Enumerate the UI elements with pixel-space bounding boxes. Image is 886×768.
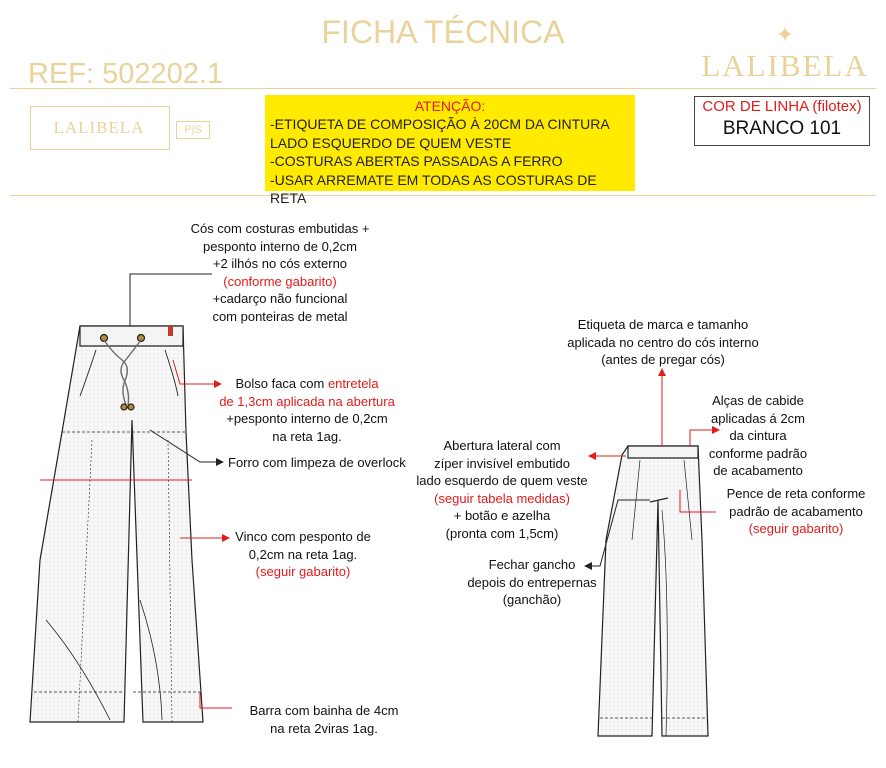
- note-line: de 1,3cm aplicada na abertura: [219, 393, 395, 409]
- note-line: Etiqueta de marca e tamanho: [577, 317, 749, 332]
- crotch-seam-note: [454, 556, 610, 609]
- note-line: (pronta com 1,5cm): [445, 525, 559, 541]
- note-line: Barra com bainha de 4cm: [249, 703, 399, 718]
- note-line: (conforme gabarito): [223, 273, 337, 289]
- crease-note: [224, 528, 382, 581]
- note-line: aplicada no centro do cós interno: [567, 334, 759, 350]
- note-text: Bolso faca com: [235, 376, 328, 391]
- hem-note: [236, 702, 412, 737]
- reference-code: REF: 502202.1: [28, 58, 224, 90]
- size-label: P|S: [176, 121, 210, 139]
- note-line: (ganchão): [502, 592, 562, 607]
- note-line: Pence de reta conforme: [726, 486, 866, 501]
- note-line: Fechar gancho: [488, 557, 576, 572]
- note-line: Cós com costuras embutidas +: [190, 221, 370, 236]
- note-line: pesponto interno de 0,2cm: [203, 238, 357, 254]
- note-line: (antes de pregar cós): [601, 352, 725, 367]
- label-logo-text: LALIBELA: [53, 118, 145, 137]
- note-line: conforme padrão: [708, 445, 808, 461]
- note-line: lado esquerdo de quem veste: [416, 473, 588, 488]
- note-line: +2 ilhós no cós externo: [212, 256, 348, 271]
- note-line: Abertura lateral com: [443, 438, 561, 453]
- note-line: na reta 2viras 1ag.: [270, 720, 378, 736]
- note-line: 0,2cm na reta 1ag.: [248, 546, 358, 562]
- note-line: +cadarço não funcional: [212, 291, 348, 306]
- note-line: na reta 1ag.: [272, 428, 342, 444]
- note-line: (seguir gabarito): [255, 564, 351, 579]
- thread-color-title: COR DE LINHA (filotex): [702, 98, 862, 115]
- attention-title: ATENÇÃO:: [414, 98, 486, 114]
- page-title: FICHA TÉCNICA: [321, 14, 565, 50]
- note-line: (seguir gabarito): [748, 521, 844, 536]
- brand-label-note: [556, 316, 770, 369]
- note-text: entretela: [327, 376, 379, 391]
- waistband-note: [168, 220, 392, 325]
- note-line: aplicadas á 2cm: [711, 410, 805, 426]
- note-line: da cintura: [729, 428, 787, 443]
- bee-logo-icon: ✦: [775, 22, 795, 47]
- lining-note: Forro com limpeza de overlock: [228, 455, 406, 470]
- note-line: depois do entrepernas: [467, 574, 597, 590]
- note-line: de acabamento: [713, 463, 803, 478]
- attention-line: -USAR ARREMATE EM TODAS AS COSTURAS DE RETA: [270, 171, 597, 206]
- note-line: Vinco com pesponto de: [235, 529, 371, 544]
- hanger-loops-note: [702, 392, 814, 480]
- dart-note: [716, 485, 876, 538]
- attention-line: -COSTURAS ABERTAS PASSADAS A FERRO: [270, 153, 563, 169]
- brand-logo: LALIBELA: [701, 48, 869, 83]
- note-line: (seguir tabela medidas): [434, 490, 570, 506]
- note-line: zíper invisível embutido: [434, 455, 570, 471]
- back-view-pants: [598, 446, 708, 736]
- note-line: padrão de acabamento: [729, 503, 863, 519]
- thread-color-value: BRANCO 101: [722, 118, 842, 139]
- pocket-note: [200, 375, 414, 445]
- front-view-pants: [30, 326, 203, 722]
- note-line: + botão e azelha: [453, 508, 551, 523]
- note-line: com ponteiras de metal: [212, 308, 348, 324]
- note-line: Alças de cabide: [712, 393, 804, 408]
- side-zipper-note: [414, 437, 590, 542]
- note-line: [200, 375, 414, 393]
- note-line: +pesponto interno de 0,2cm: [226, 411, 388, 426]
- attention-line: -ETIQUETA DE COMPOSIÇÃO À 20CM DA CINTURA: [270, 116, 610, 132]
- attention-line: LADO ESQUERDO DE QUEM VESTE: [270, 134, 512, 151]
